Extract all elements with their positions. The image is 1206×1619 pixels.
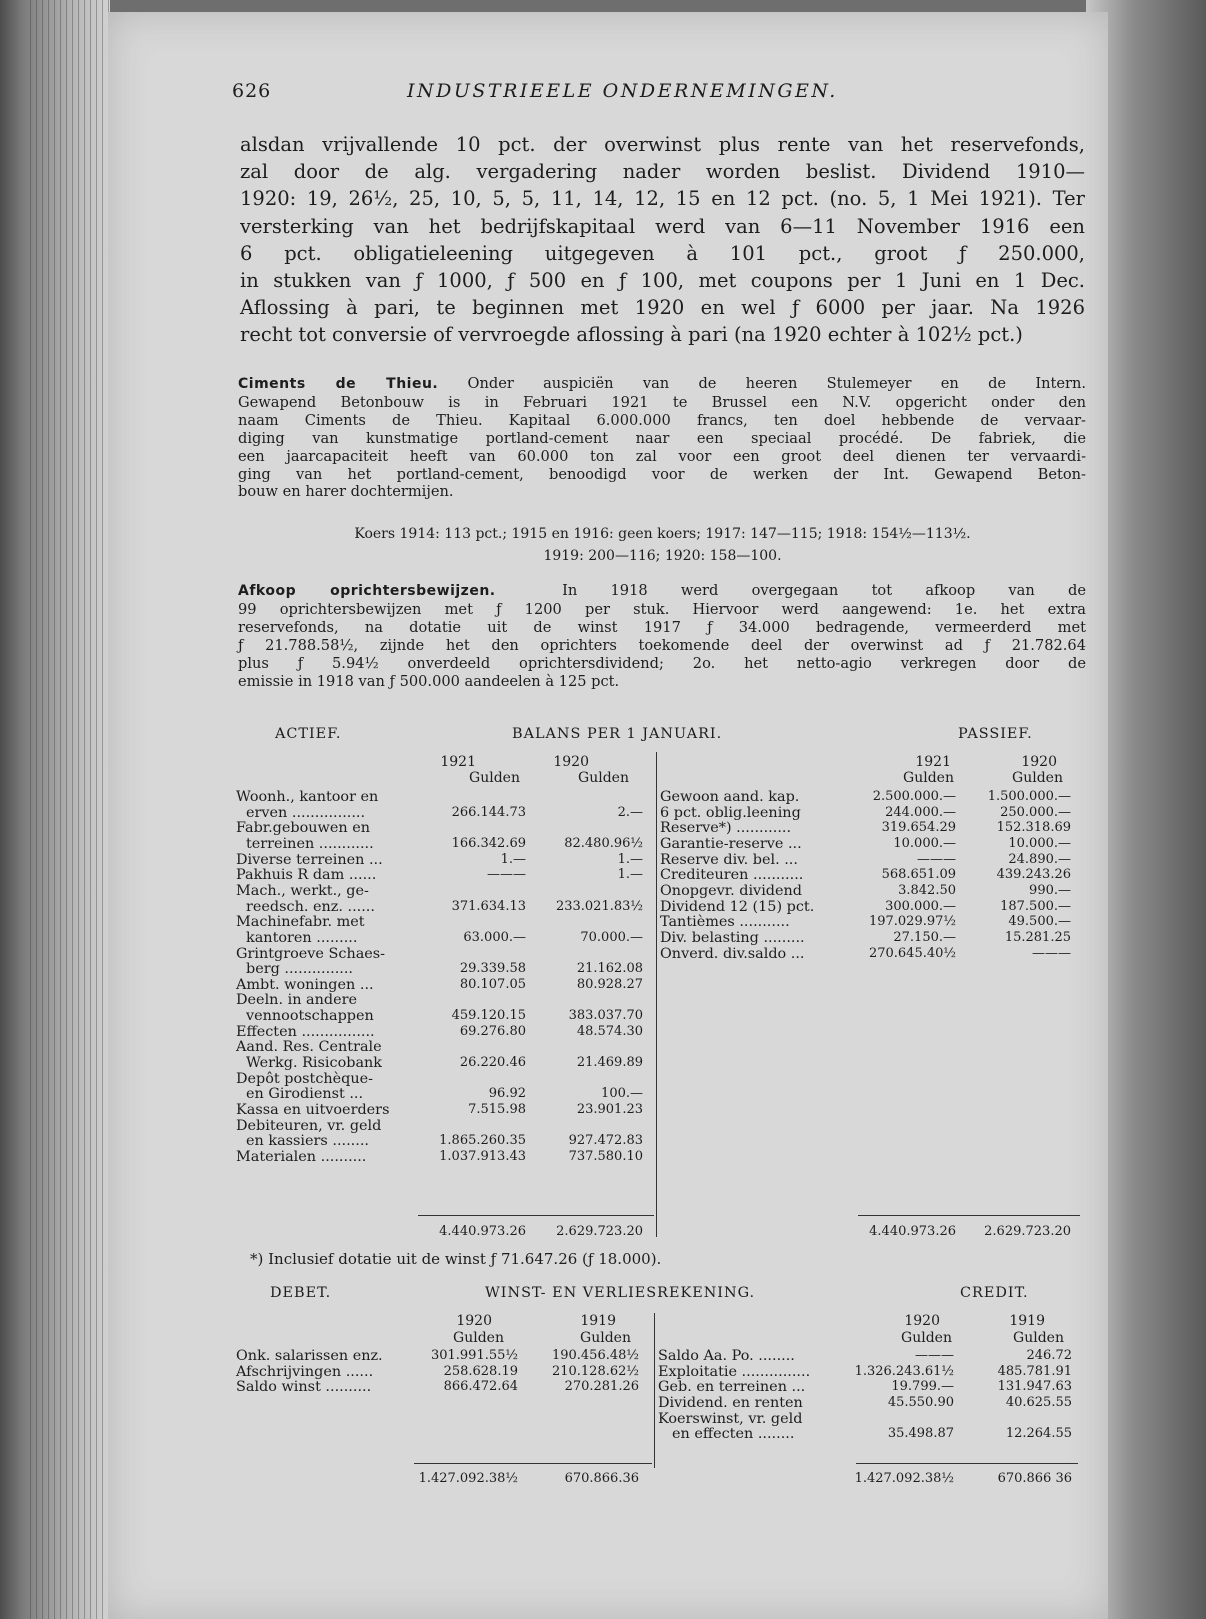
passief-amount-1921: 197.029.97½ <box>868 914 956 930</box>
actief-label: Aand. Res. Centrale <box>236 1039 382 1056</box>
actief-label: vennootschappen <box>246 1008 374 1025</box>
passief-amount-1921: 568.651.09 <box>881 867 956 883</box>
binding-page-edges <box>30 0 110 1619</box>
credit-amount-1919: 12.264.55 <box>1005 1426 1072 1442</box>
passief-amount-1921: 244.000.— <box>885 804 956 820</box>
passief-label: Tantièmes ........... <box>660 914 790 931</box>
credit-amount-1920: 1.326.243.61½ <box>854 1363 954 1379</box>
koers-block <box>240 523 1085 567</box>
passief-amount-1921: 27.150.— <box>893 929 956 945</box>
passief-amount-1920: 439.243.26 <box>996 867 1071 883</box>
actief-label: berg ............... <box>246 961 354 978</box>
passief-amount-1920: 10.000.— <box>1008 835 1071 851</box>
passief-label: Dividend 12 (15) pct. <box>660 898 815 915</box>
total-rule <box>856 1463 1078 1464</box>
actief-label: erven ................ <box>246 804 366 821</box>
actief-header: ACTIEF. <box>275 726 342 742</box>
year-heading: 1921 <box>440 754 476 770</box>
actief-amount-1920: 70.000.— <box>580 929 643 945</box>
actief-amount-1920: 23.901.23 <box>576 1102 643 1117</box>
actief-label: Deeln. in andere <box>236 992 358 1009</box>
passief-amount-1920: ——— <box>1032 945 1071 961</box>
debet-header: DEBET. <box>270 1285 332 1301</box>
text-line: reservefonds, na dotatie uit de winst 1917 ƒ 34.000 bedragende, vermeerderd met <box>238 618 1086 636</box>
passief-label: Div. belasting ......... <box>660 929 805 946</box>
actief-amount-1920: 21.469.89 <box>576 1055 643 1071</box>
text-line: zal door de alg. vergadering nader worden beslist. Dividend 1910— <box>240 160 1085 184</box>
section-heading: Afkoop oprichtersbewijzen. <box>238 583 496 599</box>
actief-amount-1921: 166.342.69 <box>451 835 526 851</box>
passief-label: Gewoon aand. kap. <box>660 789 800 805</box>
page-number: 626 <box>232 80 272 102</box>
credit-total: 1.427.092.38½ <box>854 1471 954 1486</box>
text-line: recht tot conversie of vervroegde aflossing à pari (na 1920 echter à 102½ pct.) <box>240 323 1023 347</box>
actief-total: 4.440.973.26 <box>439 1224 526 1239</box>
actief-amount-1920: 21.162.08 <box>576 961 643 977</box>
section-heading: Ciments de Thieu. <box>238 376 439 392</box>
passief-amount-1921: ——— <box>917 851 956 867</box>
actief-label: Effecten ................ <box>236 1023 375 1040</box>
balans-title: BALANS PER 1 JANUARI. <box>512 726 723 742</box>
actief-amount-1920: 383.037.70 <box>568 1008 643 1024</box>
unit-heading: Gulden <box>1012 770 1063 786</box>
text-line: Aflossing à pari, te beginnen met 1920 en wel ƒ 6000 per jaar. Na 1926 <box>240 296 1085 320</box>
credit-label: en effecten ........ <box>672 1426 795 1443</box>
actief-amount-1921: 1.037.913.43 <box>439 1148 526 1164</box>
column-divider <box>656 752 657 1237</box>
debet-amount-1920: 866.472.64 <box>443 1379 518 1395</box>
actief-amount-1921: 459.120.15 <box>451 1008 526 1024</box>
passief-amount-1920: 250.000.— <box>1000 804 1071 820</box>
debet-amount-1919: 190.456.48½ <box>551 1348 639 1363</box>
year-heading: 1920 <box>904 1313 940 1329</box>
actief-label: Depôt postchèque- <box>236 1070 374 1087</box>
passief-total: 2.629.723.20 <box>984 1224 1071 1239</box>
passief-header: PASSIEF. <box>958 726 1033 742</box>
passief-amount-1920: 990.— <box>1029 882 1071 898</box>
actief-label: Ambt. woningen ... <box>236 976 374 993</box>
actief-label: Mach., werkt., ge- <box>236 882 369 899</box>
debet-label: Afschrijvingen ...... <box>236 1363 374 1380</box>
actief-amount-1920: 1.— <box>617 867 643 883</box>
unit-heading: Gulden <box>901 1330 952 1346</box>
actief-label: Materialen .......... <box>236 1148 367 1165</box>
year-heading: 1920 <box>553 754 589 770</box>
unit-heading: Gulden <box>903 770 954 786</box>
credit-amount-1919: 246.72 <box>1026 1348 1072 1363</box>
year-heading: 1920 <box>456 1313 492 1329</box>
actief-label: en Girodienst ... <box>246 1086 364 1103</box>
year-heading: 1921 <box>915 754 951 770</box>
passief-amount-1920: 24.890.— <box>1008 851 1071 867</box>
text-line: plus ƒ 5.94½ onverdeeld oprichtersdividend; 2o. het netto-agio verkregen door de <box>238 654 1086 672</box>
debet-amount-1919: 270.281.26 <box>564 1379 639 1395</box>
credit-label: Koerswinst, vr. geld <box>658 1410 803 1427</box>
passief-amount-1920: 49.500.— <box>1008 914 1071 930</box>
actief-amount-1921: 26.220.46 <box>459 1055 526 1071</box>
actief-amount-1921: 1.865.260.35 <box>439 1133 526 1149</box>
year-heading: 1919 <box>1009 1313 1045 1329</box>
passief-amount-1920: 15.281.25 <box>1004 929 1071 945</box>
actief-amount-1920: 233.021.83½ <box>555 898 643 914</box>
passief-total: 4.440.973.26 <box>869 1224 956 1239</box>
debet-amount-1920: 258.628.19 <box>443 1363 518 1379</box>
actief-amount-1921: 7.515.98 <box>468 1102 526 1117</box>
credit-amount-1920: 35.498.87 <box>887 1426 954 1442</box>
passief-amount-1920: 187.500.— <box>1000 898 1071 914</box>
passief-label: Reserve*) ............ <box>660 820 792 837</box>
actief-label: Grintgroeve Schaes- <box>236 945 386 962</box>
text-line: een jaarcapaciteit heeft van 60.000 ton zal voor een groot deel dienen ter vervaardi- <box>238 447 1086 465</box>
actief-amount-1921: 371.634.13 <box>451 898 526 914</box>
credit-amount-1920: 45.550.90 <box>887 1394 954 1410</box>
actief-label: Diverse terreinen ... <box>236 851 383 868</box>
actief-amount-1920: 2.— <box>617 804 643 820</box>
passief-amount-1921: 300.000.— <box>885 898 956 914</box>
credit-label: Saldo Aa. Po. ........ <box>658 1348 795 1364</box>
actief-amount-1920: 82.480.96½ <box>564 835 643 851</box>
running-title: INDUSTRIEELE ONDERNEMINGEN. <box>407 80 838 102</box>
passief-amount-1920: 1.500.000.— <box>987 789 1071 804</box>
actief-amount-1921: 80.107.05 <box>459 976 526 992</box>
credit-amount-1919: 40.625.55 <box>1005 1394 1072 1410</box>
actief-label: Woonh., kantoor en <box>236 789 379 805</box>
passief-amount-1921: 3.842.50 <box>898 882 956 898</box>
actief-label: Kassa en uitvoerders <box>236 1102 390 1118</box>
total-rule <box>418 1215 654 1216</box>
passief-label: Crediteuren ........... <box>660 867 804 884</box>
credit-label: Exploitatie ............... <box>658 1363 811 1380</box>
actief-amount-1921: 1.— <box>500 851 526 867</box>
debet-label: Saldo winst .......... <box>236 1379 372 1396</box>
text-line: ƒ 21.788.58½, zijnde het den oprichters toekomende deel der overwinst ad ƒ 21.782.64 <box>238 636 1086 654</box>
unit-heading: Gulden <box>1013 1330 1064 1346</box>
actief-amount-1920: 48.574.30 <box>576 1023 643 1039</box>
actief-label: Fabr.gebouwen en <box>236 820 371 837</box>
passief-label: Reserve div. bel. ... <box>660 851 798 868</box>
credit-label: Geb. en terreinen ... <box>658 1379 806 1396</box>
actief-label: en kassiers ........ <box>246 1133 369 1150</box>
passief-amount-1920: 152.318.69 <box>996 820 1071 836</box>
unit-heading: Gulden <box>453 1330 504 1346</box>
passief-amount-1921: 270.645.40½ <box>868 945 956 961</box>
year-heading: 1919 <box>580 1313 616 1329</box>
text-line: In 1918 werd overgegaan tot afkoop van de <box>562 582 1086 599</box>
text-line: in stukken van ƒ 1000, ƒ 500 en ƒ 100, met coupons per 1 Juni en 1 Dec. <box>240 269 1085 293</box>
unit-heading: Gulden <box>578 770 629 786</box>
actief-amount-1920: 80.928.27 <box>576 976 643 992</box>
actief-label: Machinefabr. met <box>236 914 365 931</box>
actief-amount-1921: 96.92 <box>488 1086 526 1102</box>
actief-amount-1921: 69.276.80 <box>459 1023 526 1039</box>
intro-paragraph <box>240 131 1085 349</box>
actief-total: 2.629.723.20 <box>556 1224 643 1239</box>
actief-label: Pakhuis R dam ...... <box>236 867 377 884</box>
debet-amount-1920: 301.991.55½ <box>430 1348 518 1363</box>
column-divider <box>654 1313 655 1468</box>
actief-label: reedsch. enz. ...... <box>246 898 375 915</box>
actief-amount-1921: 29.339.58 <box>459 961 526 977</box>
text-line: 6 pct. obligatieleening uitgegeven à 101 pct., groot ƒ 250.000, <box>240 241 1085 265</box>
text-line: 1920: 19, 26½, 25, 10, 5, 5, 11, 14, 12, 15 en 12 pct. (no. 5, 1 Mei 1921). Ter <box>240 187 1085 211</box>
actief-amount-1921: 63.000.— <box>463 929 526 945</box>
text-line: bouw en harer dochtermijen. <box>238 483 454 501</box>
debet-total: 670.866.36 <box>564 1471 639 1486</box>
credit-label: Dividend. en renten <box>658 1394 803 1411</box>
credit-amount-1919: 485.781.91 <box>997 1363 1072 1379</box>
total-rule <box>858 1215 1080 1216</box>
ciments-section <box>238 375 1086 501</box>
passief-label: 6 pct. oblig.leening <box>660 804 801 821</box>
book-binding <box>0 0 110 1619</box>
passief-amount-1921: 10.000.— <box>893 835 956 851</box>
text-line: versterking van het bedrijfskapitaal werd van 6—11 November 1916 een <box>240 214 1085 238</box>
text-line: Gewapend Betonbouw is in Februari 1921 te Brussel een N.V. opgericht onder den <box>238 393 1086 411</box>
actief-amount-1920: 1.— <box>617 851 643 867</box>
unit-heading: Gulden <box>469 770 520 786</box>
actief-amount-1921: 266.144.73 <box>451 804 526 820</box>
afkoop-section <box>238 582 1086 690</box>
total-rule <box>414 1463 652 1464</box>
passief-label: Garantie-reserve ... <box>660 835 802 852</box>
actief-label: Debiteuren, vr. geld <box>236 1117 382 1134</box>
credit-amount-1920: 19.799.— <box>891 1379 954 1395</box>
actief-amount-1921: ——— <box>487 867 526 883</box>
passief-label: Onverd. div.saldo ... <box>660 945 805 962</box>
actief-amount-1920: 100.— <box>601 1086 643 1102</box>
passief-amount-1921: 2.500.000.— <box>872 789 956 804</box>
actief-amount-1920: 737.580.10 <box>568 1148 643 1164</box>
text-line: Onder auspiciën van de heeren Stulemeyer en de Intern. <box>467 375 1086 392</box>
actief-label: kantoren ......... <box>246 929 358 946</box>
credit-amount-1920: ——— <box>915 1348 954 1363</box>
page-header <box>232 80 1092 110</box>
passief-label: Onopgevr. dividend <box>660 882 803 899</box>
debet-amount-1919: 210.128.62½ <box>551 1363 639 1379</box>
text-line: ging van het portland-cement, benoodigd voor de werken der Int. Gewapend Beton- <box>238 465 1086 483</box>
credit-total: 670.866 36 <box>997 1471 1072 1486</box>
footnote: *) Inclusief dotatie uit de winst ƒ 71.647.26 (ƒ 18.000). <box>250 1250 662 1268</box>
text-line: naam Ciments de Thieu. Kapitaal 6.000.000 francs, ten doel hebbende de vervaar- <box>238 411 1086 429</box>
actief-label: terreinen ............ <box>246 835 374 852</box>
text-line: diging van kunstmatige portland-cement naar een speciaal procédé. De fabriek, die <box>238 429 1086 447</box>
text-line: emissie in 1918 van ƒ 500.000 aandeelen à 125 pct. <box>238 672 620 690</box>
credit-amount-1919: 131.947.63 <box>997 1379 1072 1395</box>
debet-label: Onk. salarissen enz. <box>236 1348 383 1364</box>
text-line: 99 oprichtersbewijzen met ƒ 1200 per stuk. Hiervoor werd aangewend: 1e. het extra <box>238 600 1086 618</box>
debet-total: 1.427.092.38½ <box>418 1471 518 1486</box>
passief-amount-1921: 319.654.29 <box>881 820 956 836</box>
koers-line: 1919: 200—116; 1920: 158—100. <box>543 548 782 564</box>
unit-heading: Gulden <box>580 1330 631 1346</box>
text-line: alsdan vrijvallende 10 pct. der overwinst plus rente van het reservefonds, <box>240 133 1085 156</box>
credit-header: CREDIT. <box>960 1285 1029 1301</box>
year-heading: 1920 <box>1021 754 1057 770</box>
actief-amount-1920: 927.472.83 <box>568 1133 643 1149</box>
actief-label: Werkg. Risicobank <box>246 1055 383 1072</box>
koers-line: Koers 1914: 113 pct.; 1915 en 1916: geen koers; 1917: 147—115; 1918: 154½—113½. <box>354 526 971 542</box>
winst-title: WINST- EN VERLIESREKENING. <box>485 1285 756 1301</box>
